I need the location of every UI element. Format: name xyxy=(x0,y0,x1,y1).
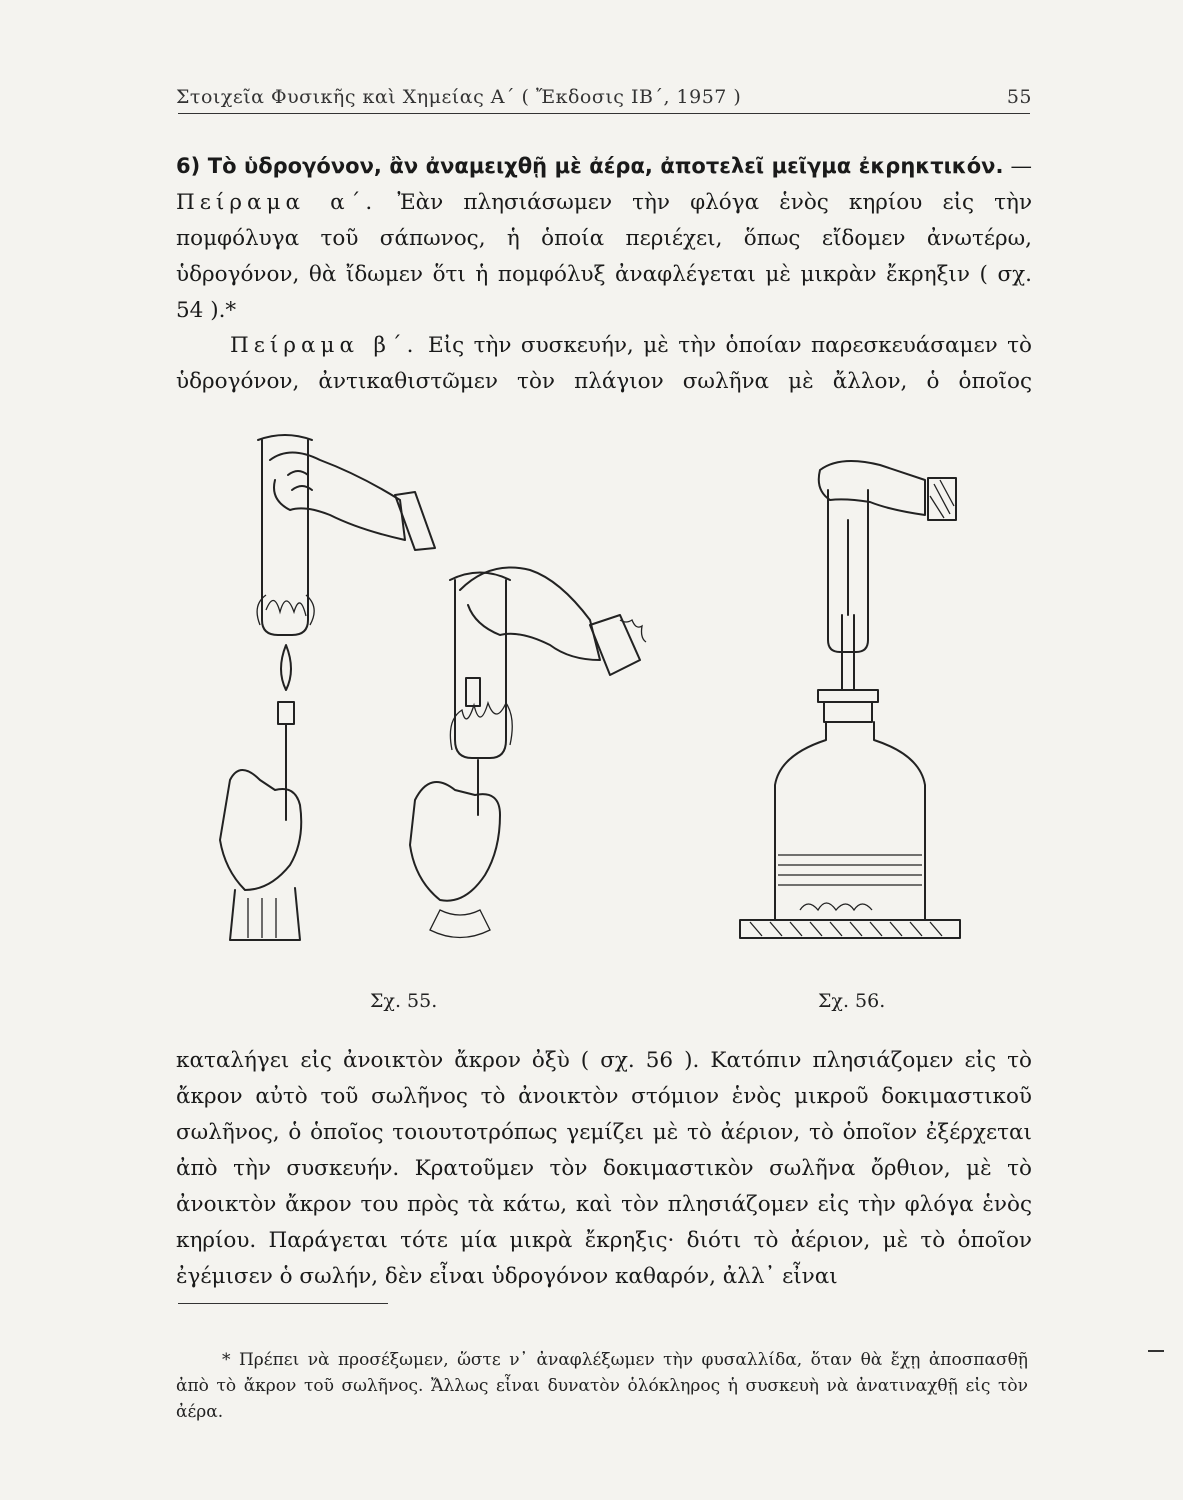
section-paragraph-a xyxy=(176,148,1032,329)
experiment-a-text: Ἐὰν πλησιάσωμεν τὴν φλόγα ἑνὸς κηρίου εἰς τὴν πομφόλυγα τοῦ σάπωνος, ἡ ὁποία περιέχει, ὅπως εἴδομεν ἀνωτέρω, ὑδρογόνον, θὰ ἴδωμεν ὅτι ἡ πομφόλυξ ἀναφλέγεται μὲ μικρὰν ἔκρηξιν ( σχ. 54 ).* xyxy=(176,190,1033,323)
experiment-b-text: Εἰς τὴν συσκευήν, μὲ τὴν ὁποίαν παρεσκευάσαμεν τὸ ὑδρογόνον, ἀντικαθιστῶμεν τὸν πλάγιον σωλῆνα μὲ ἄλλον, ὁ ὁποῖος xyxy=(176,333,1032,394)
header-title: Στοιχεῖα Φυσικῆς καὶ Χημείας Α΄ ( Ἔκδοσις ΙΒ΄, 1957 ) xyxy=(176,86,742,108)
figure-55-caption: Σχ. 55. xyxy=(370,990,438,1012)
left-candle xyxy=(278,645,294,820)
lower-left-hand xyxy=(220,770,301,940)
figure-56-caption: Σχ. 56. xyxy=(818,990,886,1012)
gas-bottle xyxy=(740,615,960,938)
margin-mark xyxy=(1148,1350,1164,1352)
left-test-tube xyxy=(257,435,314,635)
experiment-b-label: Πείραμα β΄. xyxy=(230,333,419,358)
lower-right-hand xyxy=(410,760,500,938)
right-test-tube xyxy=(450,573,512,759)
header-rule xyxy=(178,113,1030,114)
page-number: 55 xyxy=(1006,86,1032,108)
running-header xyxy=(176,74,1032,108)
experiment-a-label: Πείραμα α΄. xyxy=(176,190,378,215)
section-heading: 6) Τὸ ὑδρογόνον, ἂν ἀναμειχθῇ μὲ ἀέρα, ἀποτελεῖ μεῖγμα ἐκρηκτικόν. xyxy=(176,154,1004,178)
inverted-test-tube xyxy=(828,490,868,652)
figure-55-illustration xyxy=(200,420,670,960)
figure-56-illustration xyxy=(730,440,980,970)
upper-left-hand xyxy=(270,453,435,551)
holding-hand xyxy=(819,461,956,520)
footnote: * Πρέπει νὰ προσέξωμεν, ὥστε ν᾽ ἀναφλέξωμεν τὴν φυσαλλίδα, ὅταν θὰ ἔχῃ ἀποσπασθῇ ἀπὸ τὸ ἄκρον τοῦ σωλῆνος. Ἄλλως εἶναι δυνατὸν ὁλόκληρος ἡ συσκευὴ νὰ ἀνατιναχθῇ εἰς τὸν ἀέρα. xyxy=(176,1350,1028,1422)
footnote-rule xyxy=(178,1303,388,1304)
heading-dash: — xyxy=(1003,154,1033,179)
upper-right-hand xyxy=(460,568,646,676)
section-paragraph-b xyxy=(176,328,1032,400)
continuation-paragraph: καταλήγει εἰς ἀνοικτὸν ἄκρον ὀξὺ ( σχ. 56 ). Κατόπιν πλησιάζομεν εἰς τὸ ἄκρον αὐτὸ τοῦ σωλῆνος τὸ ἀνοικτὸν στόμιον ἑνὸς μικροῦ δοκιμαστικοῦ σωλῆνος, ὁ ὁποῖος τοιουτοτρόπως γεμίζει μὲ τὸ ἀέριον, τὸ ὁποῖον ἐξέρχεται ἀπὸ τὴν συσκευήν. Κρατοῦμεν τὸν δοκιμαστικὸν σωλῆνα ὄρθιον, μὲ τὸ ἀνοικτὸν ἄκρον του πρὸς τὰ κάτω, καὶ τὸν πλησιάζομεν εἰς τὴν φλόγα ἑνὸς κηρίου. Παράγεται τότε μία μικρὰ ἔκρηξις· διότι τὸ ἀέριον, μὲ τὸ ὁποῖον ἐγέμισεν ὁ σωλήν, δὲν εἶναι ὑδρογόνον καθαρόν, ἀλλ᾽ εἶναι xyxy=(176,1048,1032,1289)
